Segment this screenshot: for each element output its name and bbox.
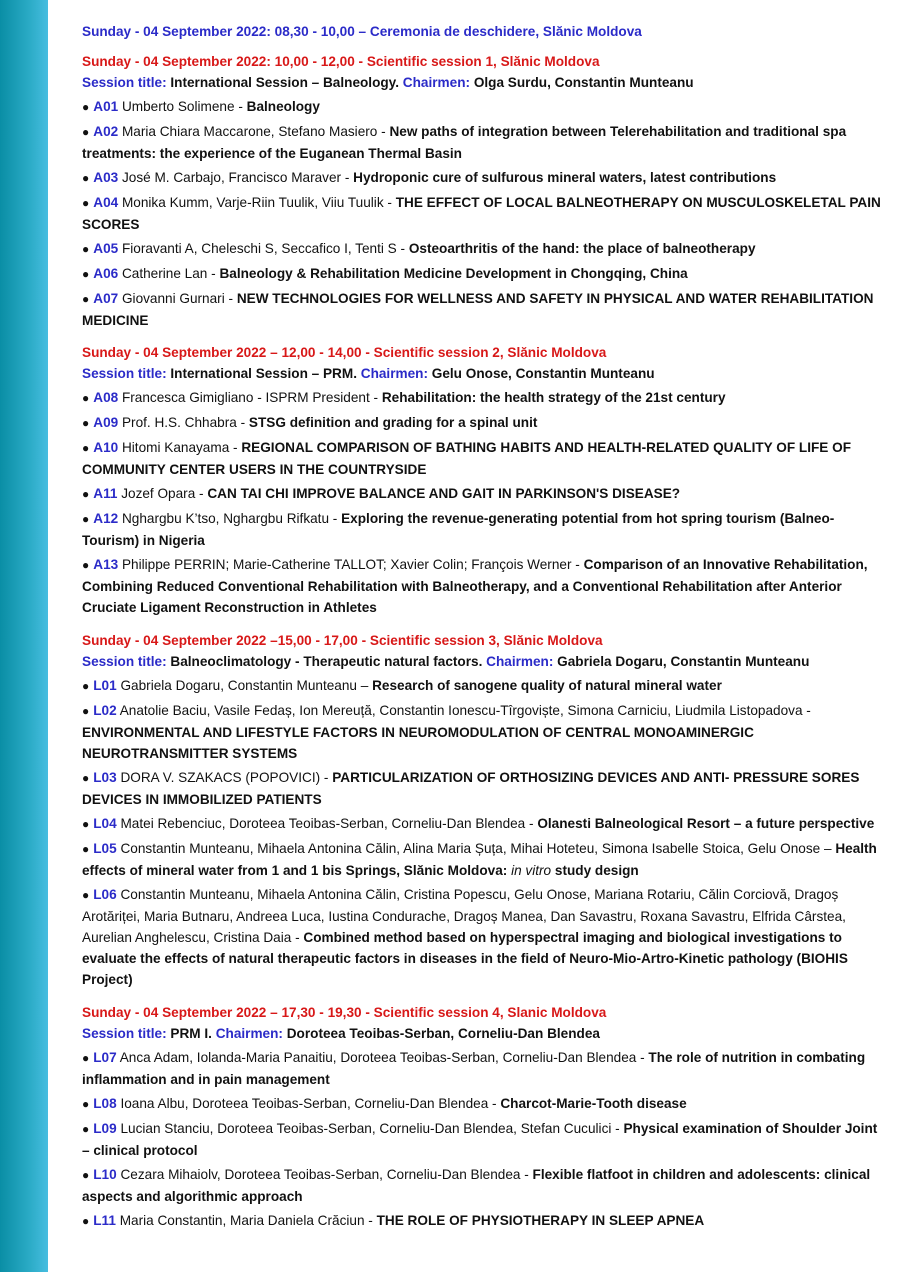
session-block — [82, 630, 882, 990]
presentation-authors: Matei Rebenciuc, Doroteea Teoibas-Serban, Corneliu-Dan Blendea - — [120, 816, 538, 831]
presentation-code: L11 — [93, 1213, 116, 1228]
presentation-title: Health effects of mineral water from 1 and 1 bis Springs, Slănic Moldova: — [82, 841, 877, 878]
presentation-title: THE EFFECT OF LOCAL BALNEOTHERAPY ON MUSCULOSKELETAL PAIN SCORES — [82, 195, 881, 232]
presentation-title: Physical examination of Shoulder Joint – clinical protocol — [82, 1121, 878, 1158]
presentation-authors: Umberto Solimene - — [121, 99, 247, 114]
presentation-title: THE ROLE OF PHYSIOTHERAPY IN SLEEP APNEA — [376, 1213, 705, 1228]
presentation-authors: Giovanni Gurnari - — [121, 291, 237, 306]
presentation-code: A01 — [93, 99, 119, 114]
presentation-title: Research of sanogene quality of natural mineral water — [372, 678, 722, 693]
sessions-list — [82, 51, 882, 1232]
presentation-title: Combined method based on hyperspectral imaging and biological investigations to evaluate the effects of natural therapeutic factors in diseases in the field of Neuro-Mio-Artro-Kinetic pathology (BIOHIS Project) — [82, 930, 848, 987]
presentation-code: A07 — [93, 291, 119, 306]
presentation-item — [82, 288, 882, 331]
presentation-item — [82, 1164, 882, 1207]
program-content — [82, 21, 882, 1243]
session-title-label: Session title: — [82, 366, 167, 381]
presentation-code: A04 — [93, 195, 119, 210]
session-meta — [82, 651, 882, 672]
bullet-icon: ● — [82, 100, 90, 114]
bullet-icon: ● — [82, 771, 90, 785]
bullet-icon: ● — [82, 1214, 90, 1228]
presentation-item — [82, 508, 882, 551]
bullet-icon: ● — [82, 242, 90, 256]
presentation-title: The role of nutrition in combating inflammation and in pain management — [82, 1050, 866, 1087]
presentation-item — [82, 813, 882, 835]
presentation-code: A10 — [93, 440, 119, 455]
presentation-title: Rehabilitation: the health strategy of the 21st century — [381, 390, 726, 405]
session-header: Sunday - 04 September 2022: 10,00 - 12,00 - Scientific session 1, Slănic Moldova — [82, 54, 600, 69]
chairmen-names: Gelu Onose, Constantin Munteanu — [431, 366, 655, 381]
presentation-authors: José M. Carbajo, Francisco Maraver - — [121, 170, 354, 185]
presentation-title: ENVIRONMENTAL AND LIFESTYLE FACTORS IN NEUROMODULATION OF CENTRAL MONOAMINERGIC NEUROTRANSMITTER SYSTEMS — [82, 725, 754, 761]
presentation-title-italic: in vitro — [511, 863, 552, 878]
bullet-icon: ● — [82, 704, 90, 718]
presentation-item — [82, 1118, 882, 1161]
presentation-title: Hydroponic cure of sulfurous mineral waters, latest contributions — [353, 170, 777, 185]
bullet-icon: ● — [82, 842, 90, 856]
presentation-code: L05 — [93, 841, 117, 856]
presentation-authors: Philippe PERRIN; Marie-Catherine TALLOT; Xavier Colin; François Werner - — [121, 557, 584, 572]
presentation-title: PARTICULARIZATION OF ORTHOSIZING DEVICES AND ANTI- PRESSURE SORES DEVICES IN IMMOBILIZED PATIENTS — [82, 770, 860, 807]
presentation-title: Exploring the revenue-generating potential from hot spring tourism (Balneo-Tourism) in Nigeria — [82, 511, 835, 548]
presentation-code: A08 — [93, 390, 119, 405]
bullet-icon: ● — [82, 817, 90, 831]
session-block — [82, 342, 882, 618]
presentation-item — [82, 167, 882, 189]
session-title-label: Session title: — [82, 654, 167, 669]
presentation-code: L08 — [93, 1096, 117, 1111]
presentation-authors: Hitomi Kanayama - — [121, 440, 242, 455]
session-header: Sunday - 04 September 2022 – 17,30 - 19,30 - Scientific session 4, Slanic Moldova — [82, 1005, 607, 1020]
presentation-code: L02 — [93, 703, 117, 718]
chairmen-label: Chairmen: — [215, 1026, 283, 1041]
bullet-icon: ● — [82, 487, 90, 501]
presentation-authors: Monika Kumm, Varje-Riin Tuulik, Viiu Tuulik - — [121, 195, 396, 210]
presentation-authors: Fioravanti A, Cheleschi S, Seccafico I, Tenti S - — [121, 241, 409, 256]
presentation-code: A05 — [93, 241, 119, 256]
presentation-authors: Cezara Mihaiolv, Doroteea Teoibas-Serban, Corneliu-Dan Blendea - — [120, 1167, 533, 1182]
presentation-item — [82, 1210, 882, 1232]
bullet-icon: ● — [82, 267, 90, 281]
presentation-item — [82, 838, 882, 881]
presentation-item — [82, 1047, 882, 1090]
presentation-item — [82, 554, 882, 618]
presentation-item — [82, 675, 882, 697]
chairmen-label: Chairmen: — [402, 75, 471, 90]
presentation-authors: Anatolie Baciu, Vasile Fedaș, Ion Mereuță, Constantin Ionescu-Tîrgoviște, Simona Carniciu, Liudmila Listopadova - — [119, 703, 811, 718]
presentation-item — [82, 263, 882, 285]
session-title: Balneoclimatology - Therapeutic natural factors. — [170, 654, 483, 669]
chairmen-names: Doroteea Teoibas-Serban, Corneliu-Dan Blendea — [286, 1026, 600, 1041]
presentation-authors: Constantin Munteanu, Mihaela Antonina Călin, Cristina Popescu, Gelu Onose, Mariana Rotariu, Călin Corciovă, Dragoș Arotăriței, Maria Butnaru, Andreea Luca, Iustina Condurache, Dragoș Manea, Dan Savastru, Roxana Savastru, Elfrida Cârstea, Aurelian Anghelescu, Cristina Daia - — [82, 887, 846, 945]
presentation-authors: Francesca Gimigliano - ISPRM President - — [121, 390, 382, 405]
presentation-code: A13 — [93, 557, 119, 572]
presentation-authors: Nghargbu K’tso, Nghargbu Rifkatu - — [121, 511, 342, 526]
presentation-item — [82, 767, 882, 810]
presentation-title: Osteoarthritis of the hand: the place of balneotherapy — [408, 241, 756, 256]
bullet-icon: ● — [82, 441, 90, 455]
presentation-item — [82, 483, 882, 505]
presentation-authors: Maria Constantin, Maria Daniela Crăciun - — [119, 1213, 377, 1228]
session-meta — [82, 1023, 882, 1044]
presentation-item — [82, 238, 882, 260]
presentation-code: L04 — [93, 816, 117, 831]
session-title: PRM I. — [170, 1026, 212, 1041]
session-header: Sunday - 04 September 2022 –15,00 - 17,00 - Scientific session 3, Slănic Moldova — [82, 633, 603, 648]
presentation-code: A06 — [93, 266, 119, 281]
bullet-icon: ● — [82, 391, 90, 405]
chairmen-names: Olga Surdu, Constantin Munteanu — [473, 75, 694, 90]
presentation-item — [82, 700, 882, 764]
presentation-title: Balneology & Rehabilitation Medicine Development in Chongqing, China — [219, 266, 688, 281]
presentation-authors: Jozef Opara - — [121, 486, 208, 501]
chairmen-label: Chairmen: — [360, 366, 428, 381]
session-title: International Session – PRM. — [170, 366, 357, 381]
bullet-icon: ● — [82, 888, 90, 902]
presentation-authors: Constantin Munteanu, Mihaela Antonina Călin, Alina Maria Șuța, Mihai Hoteteu, Simona Isabelle Stoica, Gelu Onose – — [120, 841, 836, 856]
presentation-title: STSG definition and grading for a spinal unit — [248, 415, 538, 430]
opening-ceremony-line: Sunday - 04 September 2022: 08,30 - 10,00 – Ceremonia de deschidere, Slănic Moldova — [82, 24, 642, 39]
session-meta — [82, 72, 882, 93]
bullet-icon: ● — [82, 416, 90, 430]
presentation-item — [82, 192, 882, 235]
bullet-icon: ● — [82, 125, 90, 139]
bullet-icon: ● — [82, 1168, 90, 1182]
bullet-icon: ● — [82, 292, 90, 306]
presentation-code: L03 — [93, 770, 117, 785]
presentation-title-end: study design — [551, 863, 639, 878]
bullet-icon: ● — [82, 1051, 90, 1065]
session-title-label: Session title: — [82, 1026, 167, 1041]
session-block — [82, 51, 882, 331]
presentation-title: Charcot-Marie-Tooth disease — [500, 1096, 687, 1111]
session-title-label: Session title: — [82, 75, 167, 90]
presentation-code: L06 — [93, 887, 117, 902]
decorative-sidebar-band — [0, 0, 48, 1272]
presentation-item — [82, 121, 882, 164]
presentation-code: A12 — [93, 511, 119, 526]
presentation-code: A09 — [93, 415, 119, 430]
presentation-authors: Maria Chiara Maccarone, Stefano Masiero - — [121, 124, 390, 139]
presentation-title: New paths of integration between Telerehabilitation and traditional spa treatments: the experience of the Euganean Thermal Basin — [82, 124, 847, 161]
presentation-authors: DORA V. SZAKACS (POPOVICI) - — [120, 770, 333, 785]
bullet-icon: ● — [82, 1097, 90, 1111]
presentation-code: L10 — [93, 1167, 117, 1182]
bullet-icon: ● — [82, 196, 90, 210]
presentation-title: Olanesti Balneological Resort – a future perspective — [537, 816, 875, 831]
presentation-code: L07 — [93, 1050, 117, 1065]
presentation-authors: Anca Adam, Iolanda-Maria Panaitiu, Doroteea Teoibas-Serban, Corneliu-Dan Blendea - — [119, 1050, 649, 1065]
presentation-code: L09 — [93, 1121, 117, 1136]
bullet-icon: ● — [82, 512, 90, 526]
presentation-item — [82, 437, 882, 480]
presentation-item — [82, 387, 882, 409]
presentation-item — [82, 1093, 882, 1115]
presentation-authors: Prof. H.S. Chhabra - — [121, 415, 249, 430]
presentation-title: REGIONAL COMPARISON OF BATHING HABITS AND HEALTH-RELATED QUALITY OF LIFE OF COMMUNITY CENTER USERS IN THE COUNTRYSIDE — [82, 440, 852, 477]
presentation-code: A02 — [93, 124, 119, 139]
presentation-title: Comparison of an Innovative Rehabilitation, Combining Reduced Conventional Rehabilitation with Balneotherapy, and a Conventional Rehabilitation after Anterior Cruciate Ligament Reconstruction in Athletes — [82, 557, 868, 615]
presentation-authors: Catherine Lan - — [121, 266, 220, 281]
presentation-title: CAN TAI CHI IMPROVE BALANCE AND GAIT IN PARKINSON'S DISEASE? — [207, 486, 681, 501]
presentation-authors: Gabriela Dogaru, Constantin Munteanu – — [120, 678, 373, 693]
presentation-item — [82, 412, 882, 434]
bullet-icon: ● — [82, 679, 90, 693]
presentation-code: A11 — [93, 486, 118, 501]
session-meta — [82, 363, 882, 384]
presentation-authors: Lucian Stanciu, Doroteea Teoibas-Serban, Corneliu-Dan Blendea, Stefan Cuculici - — [120, 1121, 624, 1136]
bullet-icon: ● — [82, 171, 90, 185]
presentation-item — [82, 96, 882, 118]
session-header: Sunday - 04 September 2022 – 12,00 - 14,00 - Scientific session 2, Slănic Moldova — [82, 345, 607, 360]
bullet-icon: ● — [82, 558, 90, 572]
chairmen-label: Chairmen: — [486, 654, 554, 669]
session-title: International Session – Balneology. — [170, 75, 400, 90]
presentation-authors: Ioana Albu, Doroteea Teoibas-Serban, Corneliu-Dan Blendea - — [120, 1096, 501, 1111]
presentation-code: L01 — [93, 678, 117, 693]
session-block — [82, 1002, 882, 1232]
chairmen-names: Gabriela Dogaru, Constantin Munteanu — [557, 654, 810, 669]
presentation-title: Balneology — [246, 99, 320, 114]
presentation-item — [82, 884, 882, 990]
presentation-title: NEW TECHNOLOGIES FOR WELLNESS AND SAFETY IN PHYSICAL AND WATER REHABILITATION MEDICINE — [82, 291, 874, 328]
presentation-title: Flexible flatfoot in children and adolescents: clinical aspects and algorithmic approach — [82, 1167, 871, 1204]
presentation-code: A03 — [93, 170, 119, 185]
bullet-icon: ● — [82, 1122, 90, 1136]
